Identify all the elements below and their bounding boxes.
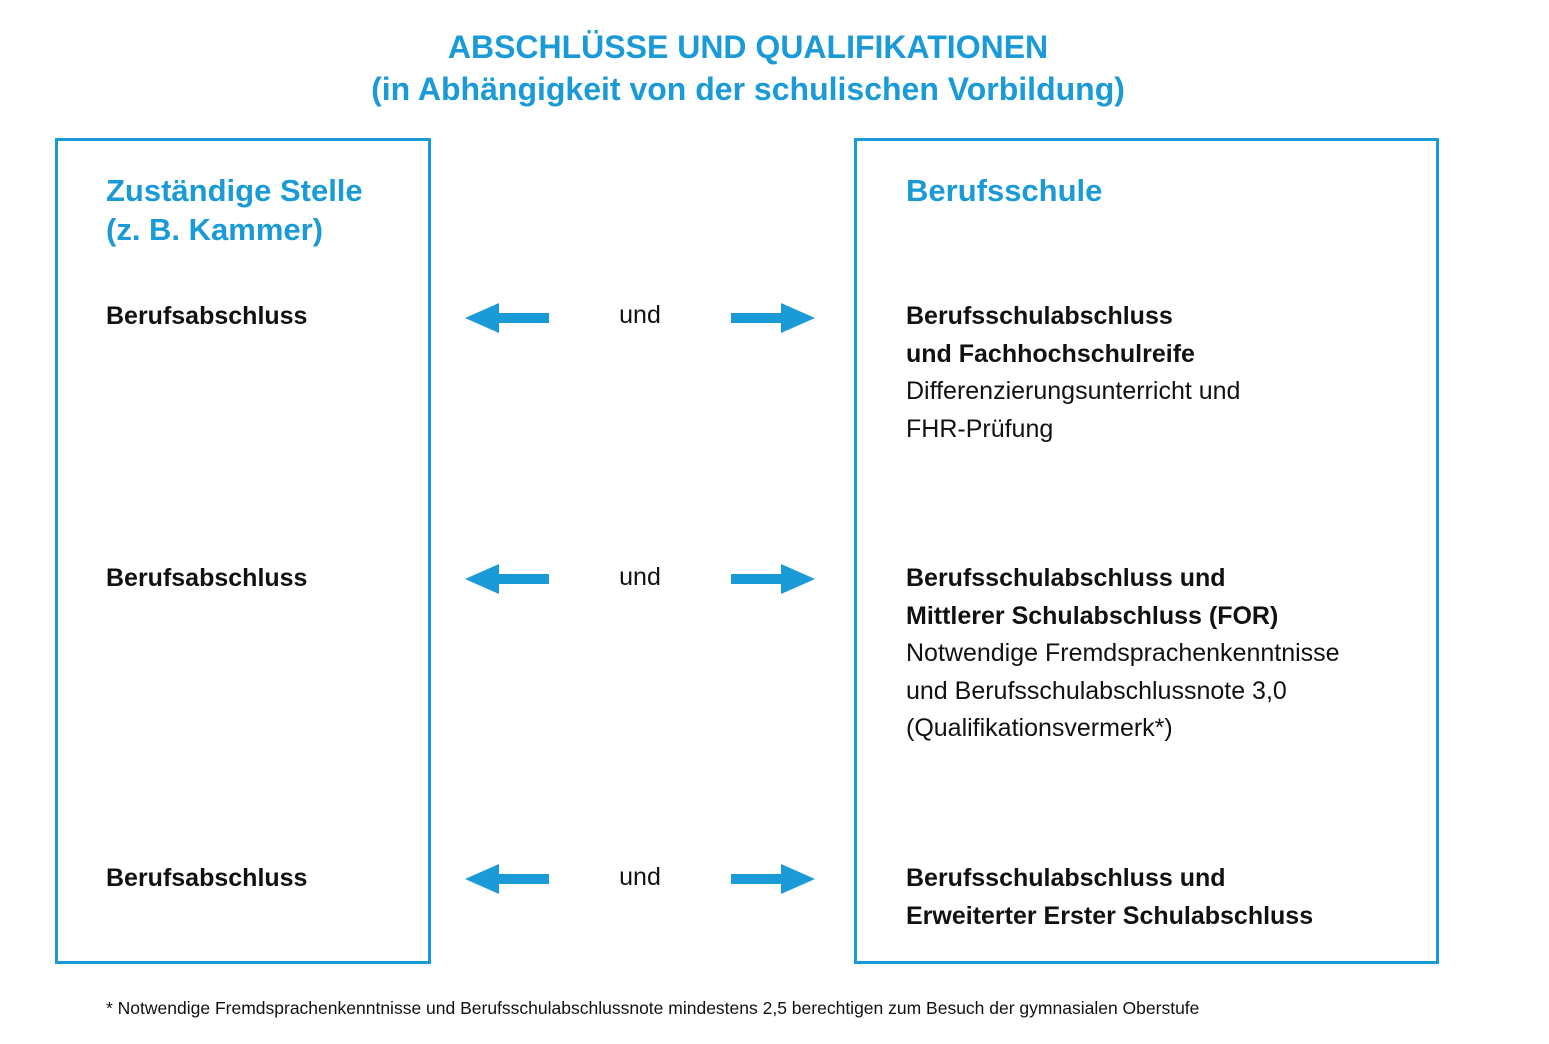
row-3-connector: und	[619, 863, 661, 891]
left-box-heading	[106, 171, 363, 249]
row-1-connector: und	[619, 301, 661, 329]
row-2-connector: und	[619, 563, 661, 591]
right-box-berufsschule	[854, 138, 1439, 964]
row-3-right-block	[906, 860, 1313, 935]
row-1-right-bold-1: Berufsschulabschluss	[906, 302, 1173, 330]
row-3-right-bold-2: Erweiterter Erster Schulabschluss	[906, 901, 1314, 930]
arrow-right-icon	[731, 303, 815, 333]
row-2-left-label: Berufsabschluss	[106, 564, 308, 592]
row-2-right-text-1: Notwendige Fremdsprachenkenntnisse	[906, 639, 1340, 667]
right-box-heading: Berufsschule	[906, 173, 1103, 208]
row-2-right-bold-2: Mittlerer Schulabschluss (FOR)	[906, 601, 1279, 630]
arrow-left-icon	[465, 303, 549, 333]
left-box-heading-line1: Zuständige Stelle	[106, 173, 363, 208]
diagram-subtitle: (in Abhängigkeit von der schulischen Vorbildung)	[371, 71, 1125, 107]
arrow-right-icon	[731, 864, 815, 894]
row-1-right-text-1: Differenzierungsunterricht und	[906, 377, 1241, 405]
left-box-heading-line2: (z. B. Kammer)	[106, 212, 324, 247]
footnote: * Notwendige Fremdsprachenkenntnisse und Berufsschulabschlussnote mindestens 2,5 berechtigen zum Besuch der gymnasialen Oberstufe	[106, 998, 1200, 1018]
row-2-right-text-3: (Qualifikationsvermerk*)	[906, 714, 1173, 742]
row-3-right-bold-1: Berufsschulabschluss und	[906, 864, 1226, 892]
row-2-right-text-2: und Berufsschulabschlussnote 3,0	[906, 676, 1287, 705]
arrow-left-icon	[465, 864, 549, 894]
row-1-left-label: Berufsabschluss	[106, 302, 308, 330]
arrow-left-icon	[465, 564, 549, 594]
row-1-right-block	[906, 298, 1240, 448]
row-1-right-bold-2: und Fachhochschulreife	[906, 339, 1195, 368]
row-1-right-text-2: FHR-Prüfung	[906, 414, 1054, 443]
row-3-left-label: Berufsabschluss	[106, 864, 308, 892]
left-box-zustaendige-stelle	[55, 138, 431, 964]
row-2-right-block	[906, 560, 1340, 748]
row-2-right-bold-1: Berufsschulabschluss und	[906, 564, 1226, 592]
arrow-right-icon	[731, 564, 815, 594]
diagram-title: ABSCHLÜSSE UND QUALIFIKATIONEN	[447, 29, 1049, 65]
